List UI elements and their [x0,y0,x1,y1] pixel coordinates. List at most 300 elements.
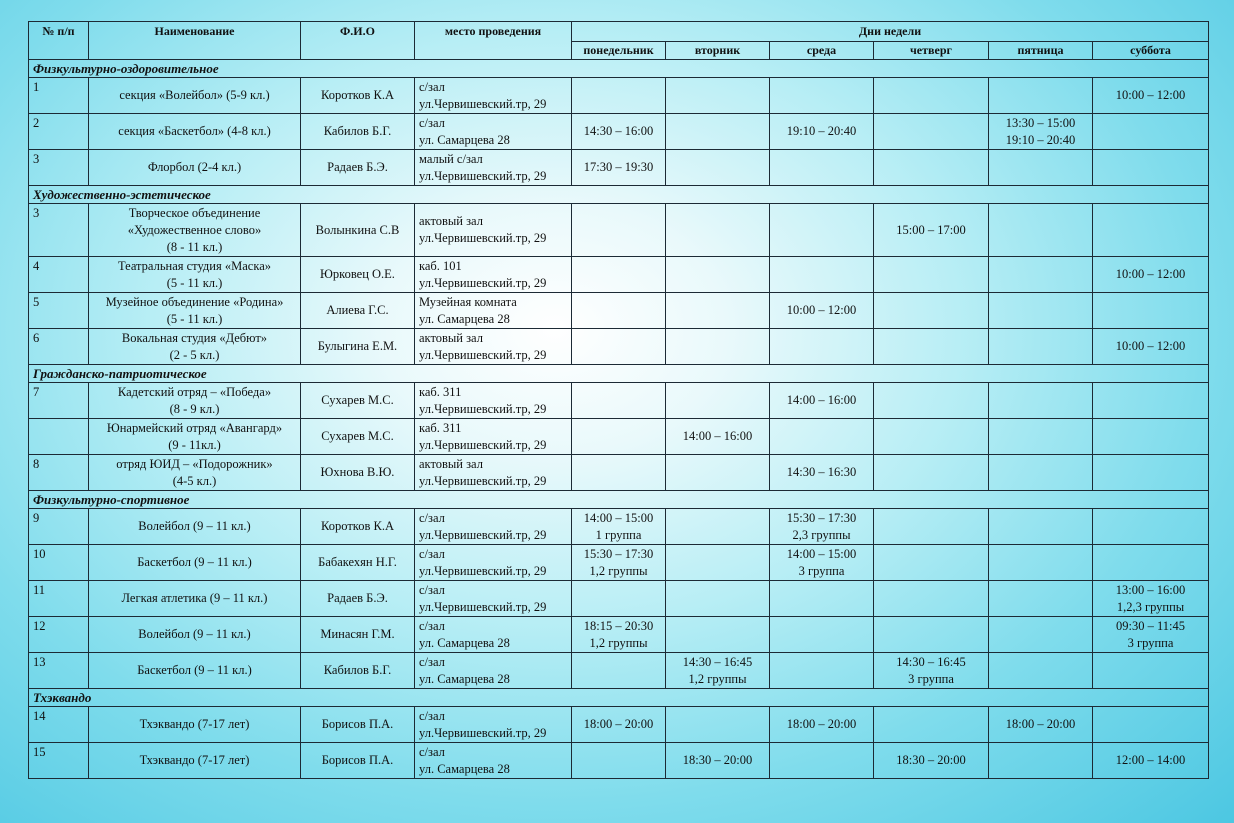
time-slot: 14:00 – 16:00 [786,393,857,407]
day-cell-sat [1093,455,1209,491]
row-number: 14 [29,707,89,743]
day-cell-mon [572,419,666,455]
day-cell-sat [1093,329,1209,365]
venue [415,653,572,689]
time-slot: 15:30 – 17:30 [583,546,654,561]
day-cell-wed [770,743,874,779]
activity-name-line: (9 - 11кл.) [168,437,221,452]
table-row [29,455,1209,491]
day-cell-mon [572,581,666,617]
time-slot: 18:00 – 20:00 [583,717,654,731]
time-slot: 14:30 – 16:00 [583,124,654,138]
day-cell-thu [874,509,989,545]
time-slot: 19:10 – 20:40 [786,124,857,138]
venue [415,419,572,455]
row-number: 12 [29,617,89,653]
day-cell-fri [989,743,1093,779]
venue-line: ул. Самарцева 28 [419,132,510,147]
time-slot: 10:00 – 12:00 [1115,339,1186,353]
teacher-name: Минасян Г.М. [301,617,415,653]
day-cell-mon [572,150,666,186]
table-row [29,617,1209,653]
venue [415,581,572,617]
time-slot: 19:10 – 20:40 [1005,132,1076,147]
time-slot: 15:30 – 17:30 [786,510,857,525]
table-row [29,114,1209,150]
row-number: 8 [29,455,89,491]
header-day-fri: пятница [989,42,1093,60]
venue-line: каб. 311 [419,384,462,399]
day-cell-sat [1093,204,1209,257]
row-number: 3 [29,204,89,257]
venue [415,114,572,150]
activity-name-line: Вокальная студия «Дебют» [121,330,268,345]
section-title: Физкультурно-спортивное [29,491,1209,509]
venue-line: с/зал [419,708,445,723]
row-number: 7 [29,383,89,419]
venue-line: ул.Червишевский.тр, 29 [419,401,547,416]
table-row [29,509,1209,545]
activity-name-line: (2 - 5 кл.) [169,347,220,362]
header-row [29,22,1209,42]
day-cell-tue [666,257,770,293]
activity-name-line: (4-5 кл.) [172,473,217,488]
time-slot: 18:30 – 20:00 [682,753,753,767]
day-cell-mon [572,545,666,581]
day-cell-thu [874,455,989,491]
venue-line: с/зал [419,654,445,669]
time-slot: 18:00 – 20:00 [786,717,857,731]
time-slot: 1,2 группы [589,635,648,650]
day-cell-tue [666,653,770,689]
day-cell-fri [989,653,1093,689]
activity-name-line: Тхэквандо (7-17 лет) [139,717,250,731]
day-cell-fri [989,419,1093,455]
venue [415,545,572,581]
teacher-name: Сухарев М.С. [301,419,415,455]
day-cell-fri [989,545,1093,581]
section-row [29,60,1209,78]
activity-name [89,509,301,545]
teacher-name: Коротков К.А [301,509,415,545]
row-number: 4 [29,257,89,293]
activity-name [89,293,301,329]
day-cell-tue [666,204,770,257]
venue [415,509,572,545]
header-day-thu: четверг [874,42,989,60]
activity-name [89,257,301,293]
table-row [29,329,1209,365]
time-slot: 14:00 – 15:00 [583,510,654,525]
venue [415,150,572,186]
day-cell-wed [770,617,874,653]
header-num: № п/п [29,22,89,60]
day-cell-sat [1093,383,1209,419]
activity-name [89,329,301,365]
day-cell-fri [989,329,1093,365]
day-cell-fri [989,114,1093,150]
day-cell-thu [874,150,989,186]
header-place: место проведения [415,22,572,60]
venue [415,383,572,419]
table-row [29,204,1209,257]
day-cell-mon [572,743,666,779]
time-slot: 15:00 – 17:00 [896,222,966,237]
day-cell-sat [1093,545,1209,581]
table-row [29,581,1209,617]
venue-line: с/зал [419,546,445,561]
teacher-name: Юхнова В.Ю. [301,455,415,491]
day-cell-sat [1093,293,1209,329]
day-cell-sat [1093,743,1209,779]
teacher-name: Юрковец О.Е. [301,257,415,293]
day-cell-thu [874,617,989,653]
activity-name-line: секция «Баскетбол» (4-8 кл.) [118,124,271,138]
activity-name [89,617,301,653]
table-row [29,257,1209,293]
day-cell-fri [989,293,1093,329]
day-cell-thu [874,419,989,455]
venue-line: с/зал [419,582,445,597]
day-cell-mon [572,204,666,257]
time-slot: 1,2 группы [688,671,747,686]
day-cell-mon [572,293,666,329]
day-cell-tue [666,419,770,455]
venue [415,78,572,114]
section-row [29,689,1209,707]
activity-name [89,581,301,617]
row-number: 6 [29,329,89,365]
time-slot: 14:00 – 15:00 [786,546,857,561]
day-cell-tue [666,383,770,419]
day-cell-wed [770,653,874,689]
day-cell-thu [874,329,989,365]
activity-name-line: (5 - 11 кл.) [166,275,223,290]
day-cell-tue [666,743,770,779]
day-cell-fri [989,455,1093,491]
day-cell-thu [874,545,989,581]
header-day-mon: понедельник [572,42,666,60]
day-cell-wed [770,329,874,365]
day-cell-fri [989,581,1093,617]
day-cell-tue [666,150,770,186]
table-row [29,545,1209,581]
activity-name [89,204,301,257]
time-slot: 12:00 – 14:00 [1115,753,1186,767]
teacher-name: Булыгина Е.М. [301,329,415,365]
activity-name [89,419,301,455]
activity-name-line: Творческое объединение [128,205,261,220]
activity-name [89,383,301,419]
activity-name-line: Тхэквандо (7-17 лет) [139,753,250,767]
activity-name [89,707,301,743]
day-cell-sat [1093,150,1209,186]
activity-name [89,150,301,186]
row-number: 3 [29,150,89,186]
venue-line: Музейная комната [419,294,517,309]
activity-name-line: Музейное объединение «Родина» [105,294,284,309]
activity-name-line: (8 - 9 кл.) [169,401,220,416]
activity-name-line: секция «Волейбол» (5-9 кл.) [119,88,270,102]
venue-line: актовый зал [419,214,483,228]
activity-name-line: Легкая атлетика (9 – 11 кл.) [121,591,268,605]
section-title: Физкультурно-оздоровительное [29,60,1209,78]
row-number: 13 [29,653,89,689]
row-number: 10 [29,545,89,581]
time-slot: 13:30 – 15:00 [1005,115,1076,130]
day-cell-sat [1093,707,1209,743]
header-day-wed: среда [770,42,874,60]
day-cell-thu [874,293,989,329]
venue [415,707,572,743]
day-cell-mon [572,114,666,150]
activity-name-line: Волейбол (9 – 11 кл.) [138,519,251,533]
day-cell-thu [874,204,989,257]
day-cell-thu [874,707,989,743]
time-slot: 14:30 – 16:45 [896,654,966,669]
activity-name-line: «Художественное слово» [127,222,262,237]
time-slot: 2,3 группы [792,527,851,542]
venue-line: ул.Червишевский.тр, 29 [419,437,547,452]
table-row [29,653,1209,689]
day-cell-wed [770,150,874,186]
day-cell-sat [1093,509,1209,545]
day-cell-fri [989,204,1093,257]
day-cell-wed [770,204,874,257]
venue-line: ул. Самарцева 28 [419,311,510,326]
day-cell-tue [666,78,770,114]
activity-name-line: Баскетбол (9 – 11 кл.) [137,663,252,677]
day-cell-tue [666,707,770,743]
day-cell-mon [572,257,666,293]
day-cell-fri [989,383,1093,419]
time-slot: 3 группа [1127,635,1174,650]
venue-line: каб. 101 [419,258,462,273]
day-cell-wed [770,545,874,581]
table-row [29,150,1209,186]
activity-name-line: Баскетбол (9 – 11 кл.) [137,555,252,569]
section-row [29,186,1209,204]
venue [415,455,572,491]
activity-name [89,743,301,779]
day-cell-sat [1093,581,1209,617]
venue-line: с/зал [419,618,445,633]
day-cell-thu [874,78,989,114]
day-cell-wed [770,78,874,114]
teacher-name: Кабилов Б.Г. [301,653,415,689]
section-title: Художественно-эстетическое [29,186,1209,204]
day-cell-thu [874,114,989,150]
table-row [29,383,1209,419]
day-cell-mon [572,78,666,114]
activity-name-line: Кадетский отряд – «Победа» [117,384,272,399]
table-row [29,293,1209,329]
day-cell-thu [874,581,989,617]
day-cell-wed [770,707,874,743]
day-cell-mon [572,383,666,419]
teacher-name: Радаев Б.Э. [301,150,415,186]
day-cell-thu [874,383,989,419]
venue-line: ул.Червишевский.тр, 29 [419,599,547,614]
day-cell-thu [874,257,989,293]
teacher-name: Борисов П.А. [301,707,415,743]
activity-name-line: (5 - 11 кл.) [166,311,223,326]
venue-line: с/зал [419,79,445,94]
venue-line: малый с/зал [419,151,483,166]
day-cell-fri [989,78,1093,114]
table-row [29,78,1209,114]
day-cell-tue [666,455,770,491]
day-cell-sat [1093,419,1209,455]
venue-line: актовый зал [419,456,483,471]
venue-line: каб. 311 [419,420,462,435]
venue-line: ул. Самарцева 28 [419,671,510,686]
teacher-name: Радаев Б.Э. [301,581,415,617]
teacher-name: Борисов П.А. [301,743,415,779]
venue [415,204,572,257]
time-slot: 1,2 группы [589,563,648,578]
activity-name-line: Юнармейский отряд «Авангард» [106,420,283,435]
time-slot: 18:30 – 20:00 [896,753,966,767]
venue [415,293,572,329]
activity-name-line: Волейбол (9 – 11 кл.) [138,627,251,641]
venue-line: ул.Червишевский.тр, 29 [419,473,547,488]
time-slot: 1 группа [595,527,642,542]
day-cell-mon [572,653,666,689]
activity-name [89,114,301,150]
activity-name [89,455,301,491]
day-cell-sat [1093,257,1209,293]
venue [415,257,572,293]
activity-name-line: (8 - 11 кл.) [166,239,223,254]
day-cell-sat [1093,114,1209,150]
section-row [29,365,1209,383]
day-cell-mon [572,509,666,545]
day-cell-sat [1093,78,1209,114]
time-slot: 3 группа [798,563,845,578]
time-slot: 14:30 – 16:30 [786,465,857,479]
header-days-group: Дни недели [572,22,1209,42]
activity-name-line: Флорбол (2-4 кл.) [147,160,242,174]
time-slot: 13:00 – 16:00 [1115,582,1186,597]
header-day-tue: вторник [666,42,770,60]
venue [415,329,572,365]
teacher-name: Кабилов Б.Г. [301,114,415,150]
teacher-name: Сухарев М.С. [301,383,415,419]
day-cell-sat [1093,617,1209,653]
time-slot: 18:00 – 20:00 [1005,717,1076,731]
row-number: 9 [29,509,89,545]
schedule-body [29,60,1209,779]
table-row [29,707,1209,743]
venue-line: ул.Червишевский.тр, 29 [419,96,547,111]
day-cell-wed [770,455,874,491]
day-cell-wed [770,581,874,617]
day-cell-fri [989,150,1093,186]
day-cell-tue [666,114,770,150]
day-cell-mon [572,707,666,743]
day-cell-fri [989,509,1093,545]
table-row [29,743,1209,779]
day-cell-mon [572,617,666,653]
venue-line: ул. Самарцева 28 [419,635,510,650]
row-number: 1 [29,78,89,114]
venue-line: ул.Червишевский.тр, 29 [419,527,547,542]
row-number: 15 [29,743,89,779]
header-fio: Ф.И.О [301,22,415,60]
time-slot: 17:30 – 19:30 [583,160,654,174]
time-slot: 18:15 – 20:30 [583,618,654,633]
day-cell-fri [989,617,1093,653]
activity-name [89,545,301,581]
venue-line: с/зал [419,115,445,130]
day-cell-fri [989,257,1093,293]
section-title: Тхэквандо [29,689,1209,707]
day-cell-mon [572,455,666,491]
day-cell-wed [770,419,874,455]
day-cell-sat [1093,653,1209,689]
time-slot: 10:00 – 12:00 [1115,88,1186,102]
activity-name-line: отряд ЮИД – «Подорожник» [116,456,273,471]
day-cell-fri [989,707,1093,743]
venue-line: с/зал [419,744,445,759]
teacher-name: Бабакехян Н.Г. [301,545,415,581]
venue-line: ул.Червишевский.тр, 29 [419,725,547,740]
venue-line: ул.Червишевский.тр, 29 [419,168,547,183]
teacher-name: Алиева Г.С. [301,293,415,329]
day-cell-tue [666,329,770,365]
row-number: 2 [29,114,89,150]
day-cell-wed [770,509,874,545]
section-row [29,491,1209,509]
venue-line: ул.Червишевский.тр, 29 [419,563,547,578]
day-cell-thu [874,743,989,779]
venue-line: ул.Червишевский.тр, 29 [419,347,547,362]
venue-line: ул.Червишевский.тр, 29 [419,275,547,290]
activity-name [89,78,301,114]
time-slot: 3 группа [908,671,954,686]
schedule-table [28,21,1209,779]
day-cell-wed [770,114,874,150]
activity-name [89,653,301,689]
section-title: Гражданско-патриотическое [29,365,1209,383]
row-number [29,419,89,455]
time-slot: 10:00 – 12:00 [1115,267,1186,281]
row-number: 11 [29,581,89,617]
day-cell-tue [666,545,770,581]
time-slot: 10:00 – 12:00 [786,303,857,317]
day-cell-tue [666,509,770,545]
venue-line: ул.Червишевский.тр, 29 [419,231,547,245]
header-name: Наименование [89,22,301,60]
day-cell-tue [666,581,770,617]
venue-line: с/зал [419,510,445,525]
venue-line: ул. Самарцева 28 [419,761,510,776]
venue-line: актовый зал [419,330,483,345]
day-cell-thu [874,653,989,689]
day-cell-wed [770,293,874,329]
time-slot: 09:30 – 11:45 [1116,618,1186,633]
day-cell-wed [770,383,874,419]
time-slot: 14:00 – 16:00 [682,429,753,443]
time-slot: 1,2,3 группы [1116,599,1185,614]
table-row [29,419,1209,455]
venue [415,743,572,779]
day-cell-tue [666,293,770,329]
day-cell-mon [572,329,666,365]
day-cell-wed [770,257,874,293]
teacher-name: Волынкина С.В [301,204,415,257]
